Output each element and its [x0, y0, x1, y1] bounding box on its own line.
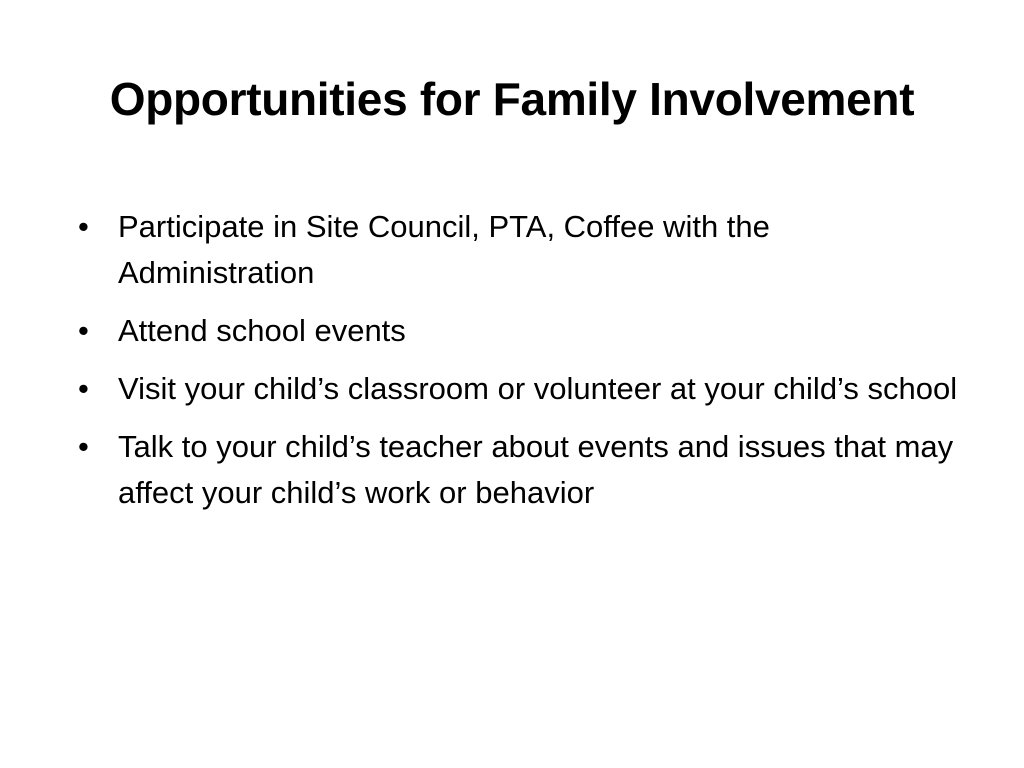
bullet-dot-icon: •: [78, 429, 89, 464]
bullet-text: Attend school events: [118, 313, 406, 348]
bullet-text: Talk to your child’s teacher about events and issues that may affect your child’s work or behavior: [118, 429, 954, 510]
bullet-text: Participate in Site Council, PTA, Coffee with the Administration: [118, 209, 770, 290]
bullet-item-visit-classroom: [76, 366, 966, 412]
slide-title: Opportunities for Family Involvement: [109, 73, 915, 125]
bullet-dot-icon: •: [78, 209, 89, 244]
bullet-item-talk-to-teacher: [76, 424, 966, 516]
bullet-text: Visit your child’s classroom or volunteer at your child’s school: [118, 371, 958, 406]
bullet-item-site-council: [76, 204, 966, 296]
bullet-dot-icon: •: [78, 371, 89, 406]
bullet-item-school-events: [76, 308, 966, 354]
bullet-list: [76, 204, 966, 528]
bullet-dot-icon: •: [78, 313, 89, 348]
